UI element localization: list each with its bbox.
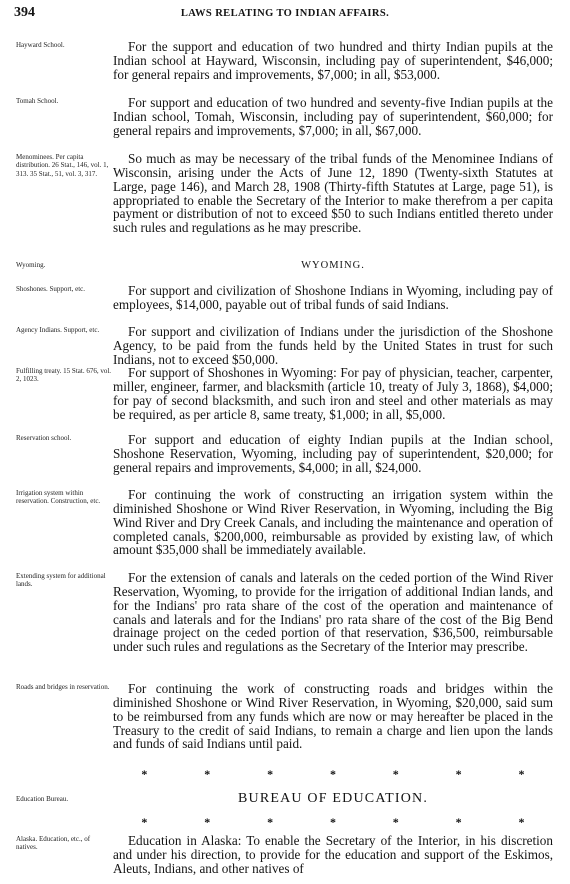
star: * xyxy=(204,815,211,829)
running-title: LAWS RELATING TO INDIAN AFFAIRS. xyxy=(180,8,390,19)
margin-note: Education Bureau. xyxy=(16,795,69,803)
section-heading: WYOMING. xyxy=(301,260,365,271)
paragraph-text: For support and education of two hundred and seventy-five Indian pupils at the Indian school, Tomah, Wisconsin, including pay of superintendent, $60,000; for general repairs and improvements, $7,000; in all, $67,000. xyxy=(113,95,553,138)
omission-stars xyxy=(113,767,553,782)
star: * xyxy=(329,767,336,781)
margin-note: Menominees. Per capita distribution. 26 Stat., 146, vol. 1, 313. 35 Stat., 51, vol. 3, 317. xyxy=(16,153,109,178)
margin-note: Irrigation system within reservation. Construction, etc. xyxy=(16,489,101,506)
star: * xyxy=(267,767,274,781)
star: * xyxy=(392,815,399,829)
star: * xyxy=(329,815,336,829)
margin-note: Extending system for additional lands. xyxy=(16,572,106,589)
margin-note: Reservation school. xyxy=(16,434,72,442)
star: * xyxy=(267,815,274,829)
margin-note: Agency Indians. Support, etc. xyxy=(16,326,100,334)
paragraph-text: Education in Alaska: To enable the Secretary of the Interior, in his discretion and under his direction, to provide for the education and support of the Eskimos, Aleuts, Indians, and other natives of xyxy=(113,833,553,876)
paragraph-text: For support and education of eighty Indian pupils at the Indian school, Shoshone Reservation, Wyoming, including pay of superintendent, $20,000; for general repairs and improvements, $4,000; in all, $24,000. xyxy=(113,432,553,475)
star: * xyxy=(392,767,399,781)
margin-note: Roads and bridges in reservation. xyxy=(16,683,110,691)
margin-note: Alaska. Education, etc., of natives. xyxy=(16,835,91,852)
paragraph-text: For support and civilization of Indians under the jurisdiction of the Shoshone Agency, to be paid from the funds held by the United States in trust for such Indians, not to exceed $50,000. xyxy=(113,324,553,367)
star: * xyxy=(518,815,525,829)
margin-note: Tomah School. xyxy=(16,97,59,105)
paragraph-text: For the extension of canals and laterals on the ceded portion of the Wind River Reservation, Wyoming, to provide for the irrigation of additional Indian lands, and for the Indians' pro rata share of the cost of the operation and maintenance of canals and laterals and for the Indians' pro rata share of the cost of the Big Bend drainage project on the ceded portion of that reservation, $36,500, reimbursable under such rules and regulations as the Secretary of the Interior may prescribe. xyxy=(113,570,553,655)
star: * xyxy=(141,815,148,829)
page-header xyxy=(14,5,556,27)
star: * xyxy=(204,767,211,781)
star: * xyxy=(455,767,462,781)
paragraph-text: For support and civilization of Shoshone Indians in Wyoming, including pay of employees, $14,000, payable out of tribal funds of said Indians. xyxy=(113,283,553,312)
margin-note: Fulfilling treaty. 15 Stat. 676, vol. 2, 1023. xyxy=(16,367,112,384)
paragraph-text: For support of Shoshones in Wyoming: For pay of physician, teacher, carpenter, miller, engineer, farmer, and blacksmith (article 10, treaty of July 3, 1868), $4,000; for pay of second blacksmith, and such iron and steel and other materials as may be required, as per article 8, same treaty, $1,000; in all, $5,000. xyxy=(113,365,553,422)
paragraph-text: For continuing the work of constructing an irrigation system within the diminished Shoshone or Wind River Reservation, in Wyoming, including the Big Wind River and Dry Creek Canals, and including the maintenance and operation of completed canals, $200,000, reimbursable as provided by existing law, of which amount $35,000 shall be immediately available. xyxy=(113,487,553,558)
omission-stars xyxy=(113,815,553,830)
paragraph-text: So much as may be necessary of the tribal funds of the Menominee Indians of Wisconsin, arising under the Acts of June 12, 1890 (Twenty-sixth Statutes at Large, page 146), and March 28, 1908 (Thirty-fifth Statutes at Large, page 51), is appropriated to enable the Secretary of the Interior to make therefrom a per capita payment or distribution of not to exceed $50 to such Indians entitled thereto under such rules and regulations as he may prescribe. xyxy=(113,151,553,236)
page-number: 394 xyxy=(14,5,35,20)
paragraph-text: For the support and education of two hundred and thirty Indian pupils at the Indian school at Hayward, Wisconsin, including pay of superintendent, $46,000; for general repairs and improvements, $7,000; in all, $53,000. xyxy=(113,39,553,82)
star: * xyxy=(455,815,462,829)
section-heading: BUREAU OF EDUCATION. xyxy=(237,791,429,806)
star: * xyxy=(141,767,148,781)
star: * xyxy=(518,767,525,781)
margin-note: Shoshones. Support, etc. xyxy=(16,285,86,293)
margin-note: Hayward School. xyxy=(16,41,65,49)
margin-note: Wyoming. xyxy=(16,261,46,269)
paragraph-text: For continuing the work of constructing roads and bridges within the diminished Shoshone or Wind River Reservation, in Wyoming, $20,000, said sum to be reimbursed from any funds which are now or may hereafter be placed in the Treasury to the credit of said Indians, to remain a charge and lien upon the lands and funds of said Indians until paid. xyxy=(113,681,553,752)
